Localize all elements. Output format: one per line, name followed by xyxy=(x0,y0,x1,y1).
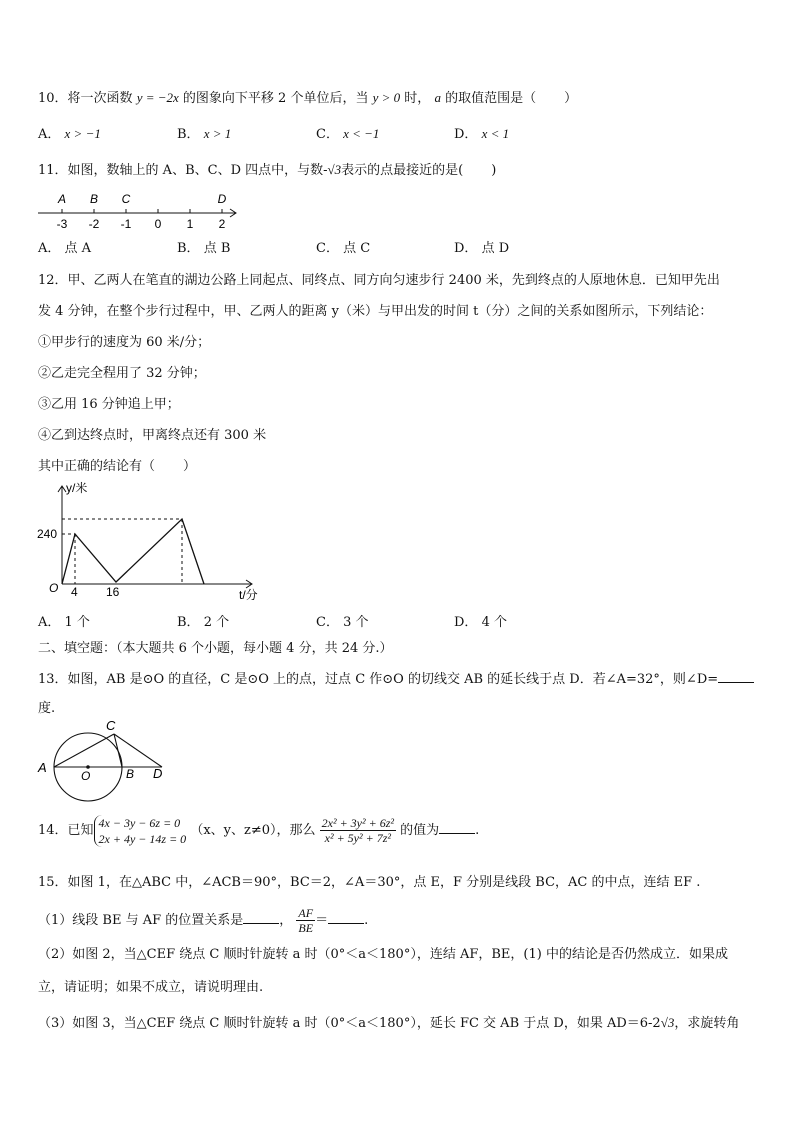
number-line-tick-label: 1 xyxy=(186,217,194,231)
number-line-tick-label: 0 xyxy=(154,217,162,231)
graph-origin: O xyxy=(49,581,59,595)
q10-option-a[interactable]: A． x > −1 xyxy=(38,126,101,142)
distance-time-graph xyxy=(34,478,274,604)
number-line-tick-label: -3 xyxy=(56,217,68,231)
q12-statement-1: ①甲步行的速度为 60 米/分； xyxy=(38,335,211,350)
q11-option-a[interactable]: A． 点 A xyxy=(38,241,92,256)
ratio-fraction: $\frac{\text{2x² + 3y² + 6z²}}{\text{x² + 5y² + 7z²}}$ xyxy=(321,816,394,845)
question-13-line-1: 13．如图，AB 是⊙O 的直径，C 是⊙O 上的点，过点 C 作⊙O 的切线交 AB 的延长线于点 D．若∠A=32°，则∠D= xyxy=(38,670,754,689)
q12-statement-2: ②乙走完全程用了 32 分钟； xyxy=(38,366,206,381)
number-line-tick-label: -2 xyxy=(88,217,100,231)
equation-y-neg2x: y = −2x xyxy=(136,90,179,105)
q11-option-b[interactable]: B． 点 B xyxy=(177,241,231,256)
q12-option-b[interactable]: B． 2 个 xyxy=(177,615,230,630)
svg-text:B: B xyxy=(126,767,135,781)
q10-option-d[interactable]: D． x < 1 xyxy=(454,126,510,142)
svg-text:O: O xyxy=(81,769,91,783)
q13-answer-blank[interactable] xyxy=(718,670,754,683)
af-over-be-fraction: $\frac{AF}{BE}$ xyxy=(298,906,314,935)
question-15-intro: 15．如图 1，在△ABC 中，∠ACB＝90°，BC＝2，∠A＝30°，点 E，F 分别是线段 BC，AC 的中点，连结 EF . xyxy=(38,875,701,890)
graph-x-tick-4: 4 xyxy=(71,585,78,599)
q11-option-d[interactable]: D． 点 D xyxy=(454,241,510,256)
sqrt-3: √3 xyxy=(327,162,342,177)
question-10-stem: 10．将一次函数 y = −2x 的图象向下平移 2 个单位后，当 y > 0 时， a 的取值范围是（ ） xyxy=(38,90,578,106)
number-line-point-d: D xyxy=(217,192,227,206)
distance-curve xyxy=(62,519,204,584)
number-line-figure xyxy=(36,188,246,232)
question-12-line-2: 发 4 分钟，在整个步行过程中，甲、乙两人的距离 y（米）与甲出发的时间 t（分）之间的关系如图所示，下列结论： xyxy=(38,304,713,319)
q12-option-c[interactable]: C． 3 个 xyxy=(316,615,369,630)
svg-text:A: A xyxy=(38,760,47,775)
q15-ratio-blank[interactable] xyxy=(328,911,364,924)
condition-y-gt-0: y > 0 xyxy=(372,90,401,105)
svg-text:C: C xyxy=(106,718,116,733)
number-line-tick-label: -1 xyxy=(120,217,132,231)
question-15-part-3: （3）如图 3，当△CEF 绕点 C 顺时针旋转 a 时（0°＜a＜180°），延长 FC 交 AB 于点 D，如果 AD＝6-2√3，求旋转角 xyxy=(38,1015,740,1031)
graph-x-tick-16: 16 xyxy=(106,585,120,599)
question-14: 14．已知 4x − 3y − 6z = 0 2x + 4y − 14z = 0 （x、y、z≠0），那么 $\frac{\text{2x² + 3y² + 6z²}}{\text{x² + 5y² + 7z²}}$ 的值为 . xyxy=(38,815,480,846)
circle-tangent-figure xyxy=(34,716,174,806)
q15-position-blank[interactable] xyxy=(243,911,279,924)
q12-option-a[interactable]: A． 1 个 xyxy=(38,615,90,630)
number-line-point-a: A xyxy=(57,192,67,206)
section-2-title: 二、填空题：（本大题共 6 个小题，每小题 4 分，共 24 分.） xyxy=(38,641,393,656)
q14-answer-blank[interactable] xyxy=(439,821,475,834)
number-line-tick-label: 2 xyxy=(218,217,226,231)
number-line-point-c: C xyxy=(121,192,131,206)
svg-text:D: D xyxy=(153,766,163,781)
question-15-part-1: （1）线段 BE 与 AF 的位置关系是 ， $\frac{AF}{BE}$ ＝ . xyxy=(38,906,369,935)
graph-y-label: y/米 xyxy=(66,481,88,495)
question-12-line-1: 12．甲、乙两人在笔直的湖边公路上同起点、同终点、同方向匀速步行 2400 米，先到终点的人原地休息．已知甲先出 xyxy=(38,273,720,288)
q12-option-d[interactable]: D． 4 个 xyxy=(454,615,507,630)
question-11-stem: 11．如图，数轴上的 A、B、C、D 四点中，与数-√3表示的点最接近的是( ) xyxy=(38,162,497,178)
equation-system: 4x − 3y − 6z = 0 2x + 4y − 14z = 0 xyxy=(94,815,187,847)
graph-y-tick-240: 240 xyxy=(37,527,58,541)
question-15-part-2-line-2: 立，请证明；如果不成立，请说明理由. xyxy=(38,980,264,995)
q10-option-c[interactable]: C． x < −1 xyxy=(316,126,380,142)
graph-x-label: t/分 xyxy=(239,588,258,602)
question-13-line-2: 度. xyxy=(38,701,56,716)
q12-question: 其中正确的结论有（ ） xyxy=(38,459,197,474)
q11-option-c[interactable]: C． 点 C xyxy=(316,241,371,256)
q10-option-b[interactable]: B． x > 1 xyxy=(177,126,232,142)
q12-statement-4: ④乙到达终点时，甲离终点还有 300 米 xyxy=(38,428,267,443)
q12-statement-3: ③乙用 16 分钟追上甲； xyxy=(38,397,180,412)
question-15-part-2-line-1: （2）如图 2，当△CEF 绕点 C 顺时针旋转 a 时（0°＜a＜180°），连结 AF，BE，(1) 中的结论是否仍然成立．如果成 xyxy=(38,947,728,962)
number-line-point-b: B xyxy=(89,192,99,206)
